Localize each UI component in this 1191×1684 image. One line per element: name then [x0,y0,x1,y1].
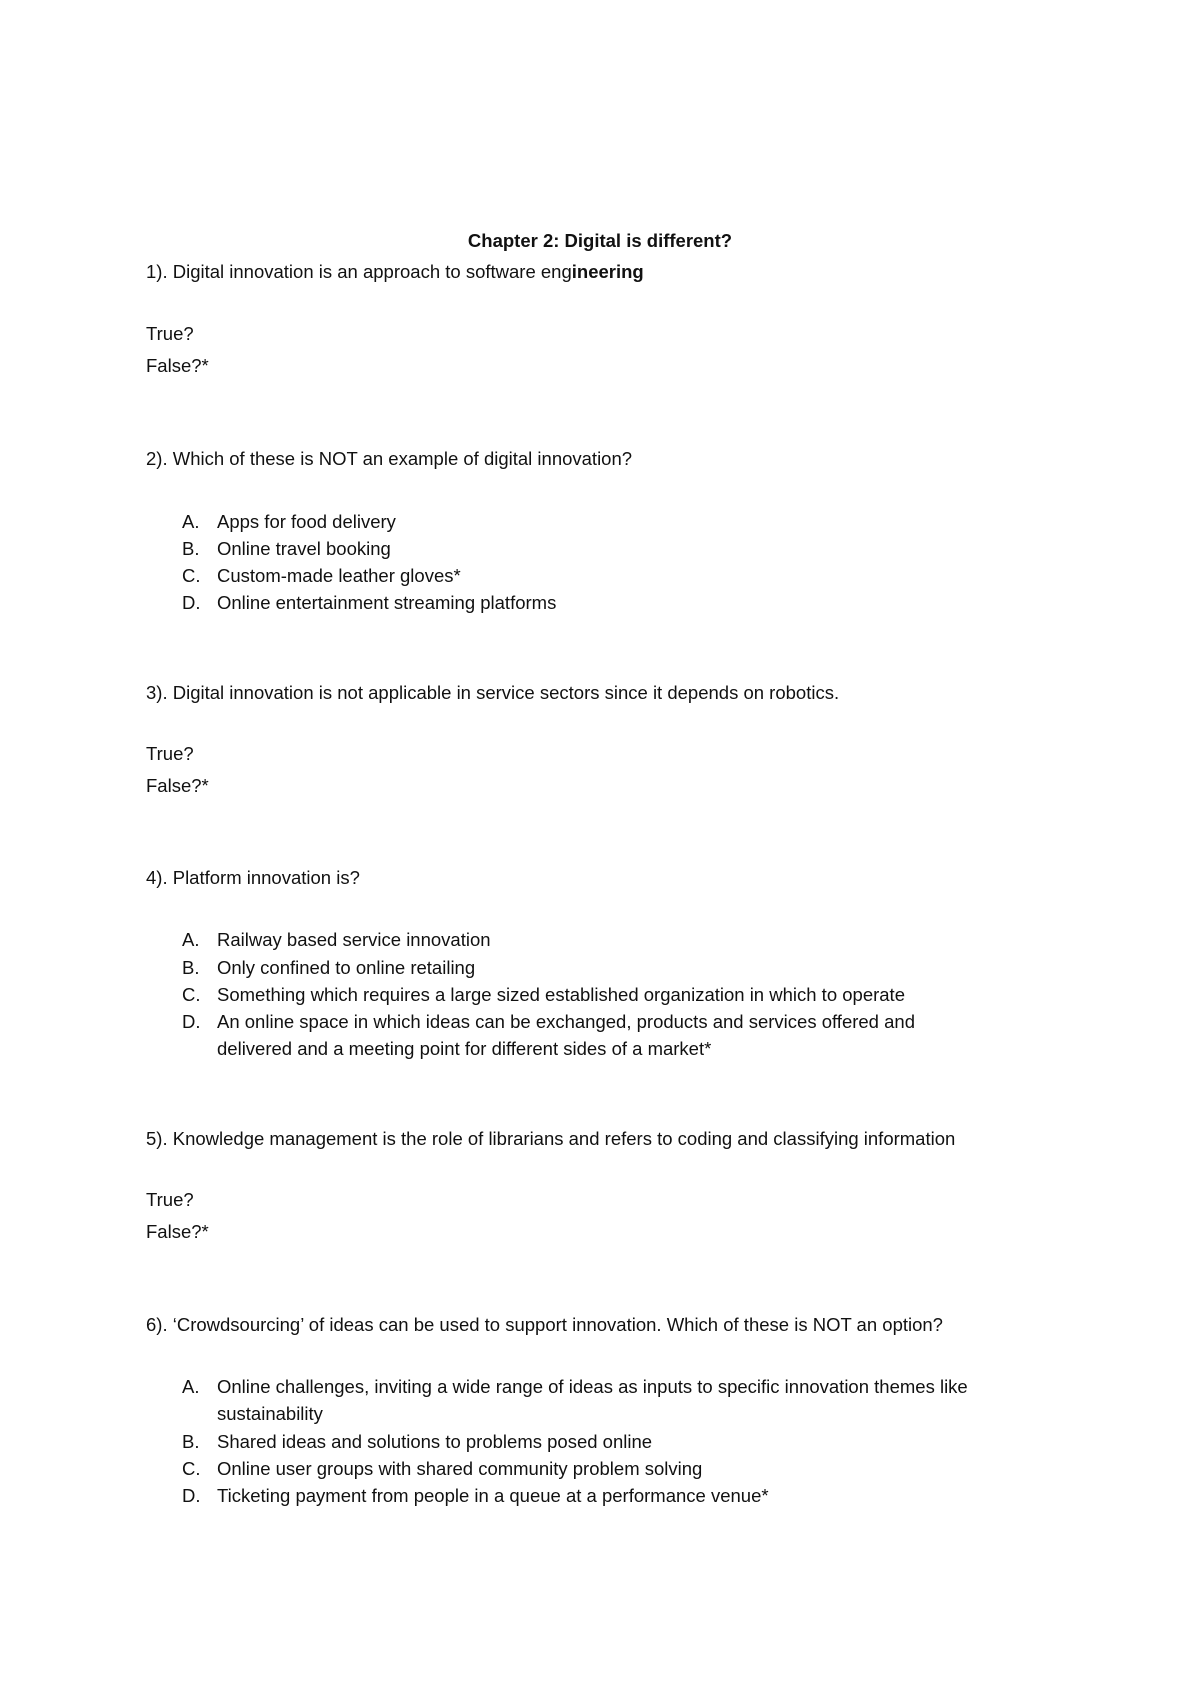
option-key: D. [182,1485,201,1506]
option-key: A. [182,1376,200,1397]
question-5: 5). Knowledge management is the role of librarians and refers to coding and classifying information [146,1128,956,1149]
option-text: Online entertainment streaming platforms [217,592,557,613]
option-text: Railway based service innovation [217,929,491,950]
option-text: Apps for food delivery [217,511,396,532]
question-2-option-d [182,591,556,615]
question-1-true: True? [146,323,194,344]
question-1 [146,260,644,284]
question-4-option-c [182,983,905,1007]
question-4-option-d [182,1010,915,1034]
option-key: C. [182,984,201,1005]
question-6-option-b [182,1430,652,1454]
option-key: D. [182,592,201,613]
option-text: An online space in which ideas can be exchanged, products and services offered and [217,1011,915,1032]
question-6-option-a [182,1375,968,1399]
question-6-option-a-continued: sustainability [217,1403,323,1424]
option-key: D. [182,1011,201,1032]
option-key: C. [182,1458,201,1479]
question-2: 2). Which of these is NOT an example of digital innovation? [146,448,633,469]
option-text: Ticketing payment from people in a queue at a performance venue* [217,1485,769,1506]
question-1-text-bold: ineering [571,261,644,282]
question-4-option-a [182,928,491,952]
option-text: Something which requires a large sized established organization in which to operate [217,984,905,1005]
option-key: B. [182,1431,200,1452]
question-4: 4). Platform innovation is? [146,867,360,888]
question-2-option-b [182,537,391,561]
question-4-option-d-continued: delivered and a meeting point for different sides of a market* [217,1038,712,1059]
option-text: Online challenges, inviting a wide range of ideas as inputs to specific innovation themes like [217,1376,968,1397]
question-6-option-d [182,1484,769,1508]
question-1-text: 1). Digital innovation is an approach to software eng [146,261,572,282]
question-5-true: True? [146,1189,194,1210]
question-2-option-a [182,510,396,534]
question-3-false: False?* [146,775,209,796]
option-key: C. [182,565,201,586]
question-2-option-c [182,564,461,588]
page-title: Chapter 2: Digital is different? [467,230,733,251]
question-1-false: False?* [146,355,209,376]
option-key: B. [182,957,200,978]
question-6: 6). ‘Crowdsourcing’ of ideas can be used to support innovation. Which of these is NOT an option? [146,1314,943,1335]
option-text: Custom-made leather gloves* [217,565,461,586]
option-key: A. [182,929,200,950]
option-text: Online travel booking [217,538,391,559]
question-6-option-c [182,1457,702,1481]
option-text: Shared ideas and solutions to problems posed online [217,1431,653,1452]
question-3-true: True? [146,743,194,764]
question-3: 3). Digital innovation is not applicable in service sectors since it depends on robotics. [146,682,840,703]
option-text: Only confined to online retailing [217,957,476,978]
option-text: Online user groups with shared community problem solving [217,1458,703,1479]
option-key: B. [182,538,200,559]
option-key: A. [182,511,200,532]
question-4-option-b [182,956,475,980]
question-5-false: False?* [146,1221,209,1242]
